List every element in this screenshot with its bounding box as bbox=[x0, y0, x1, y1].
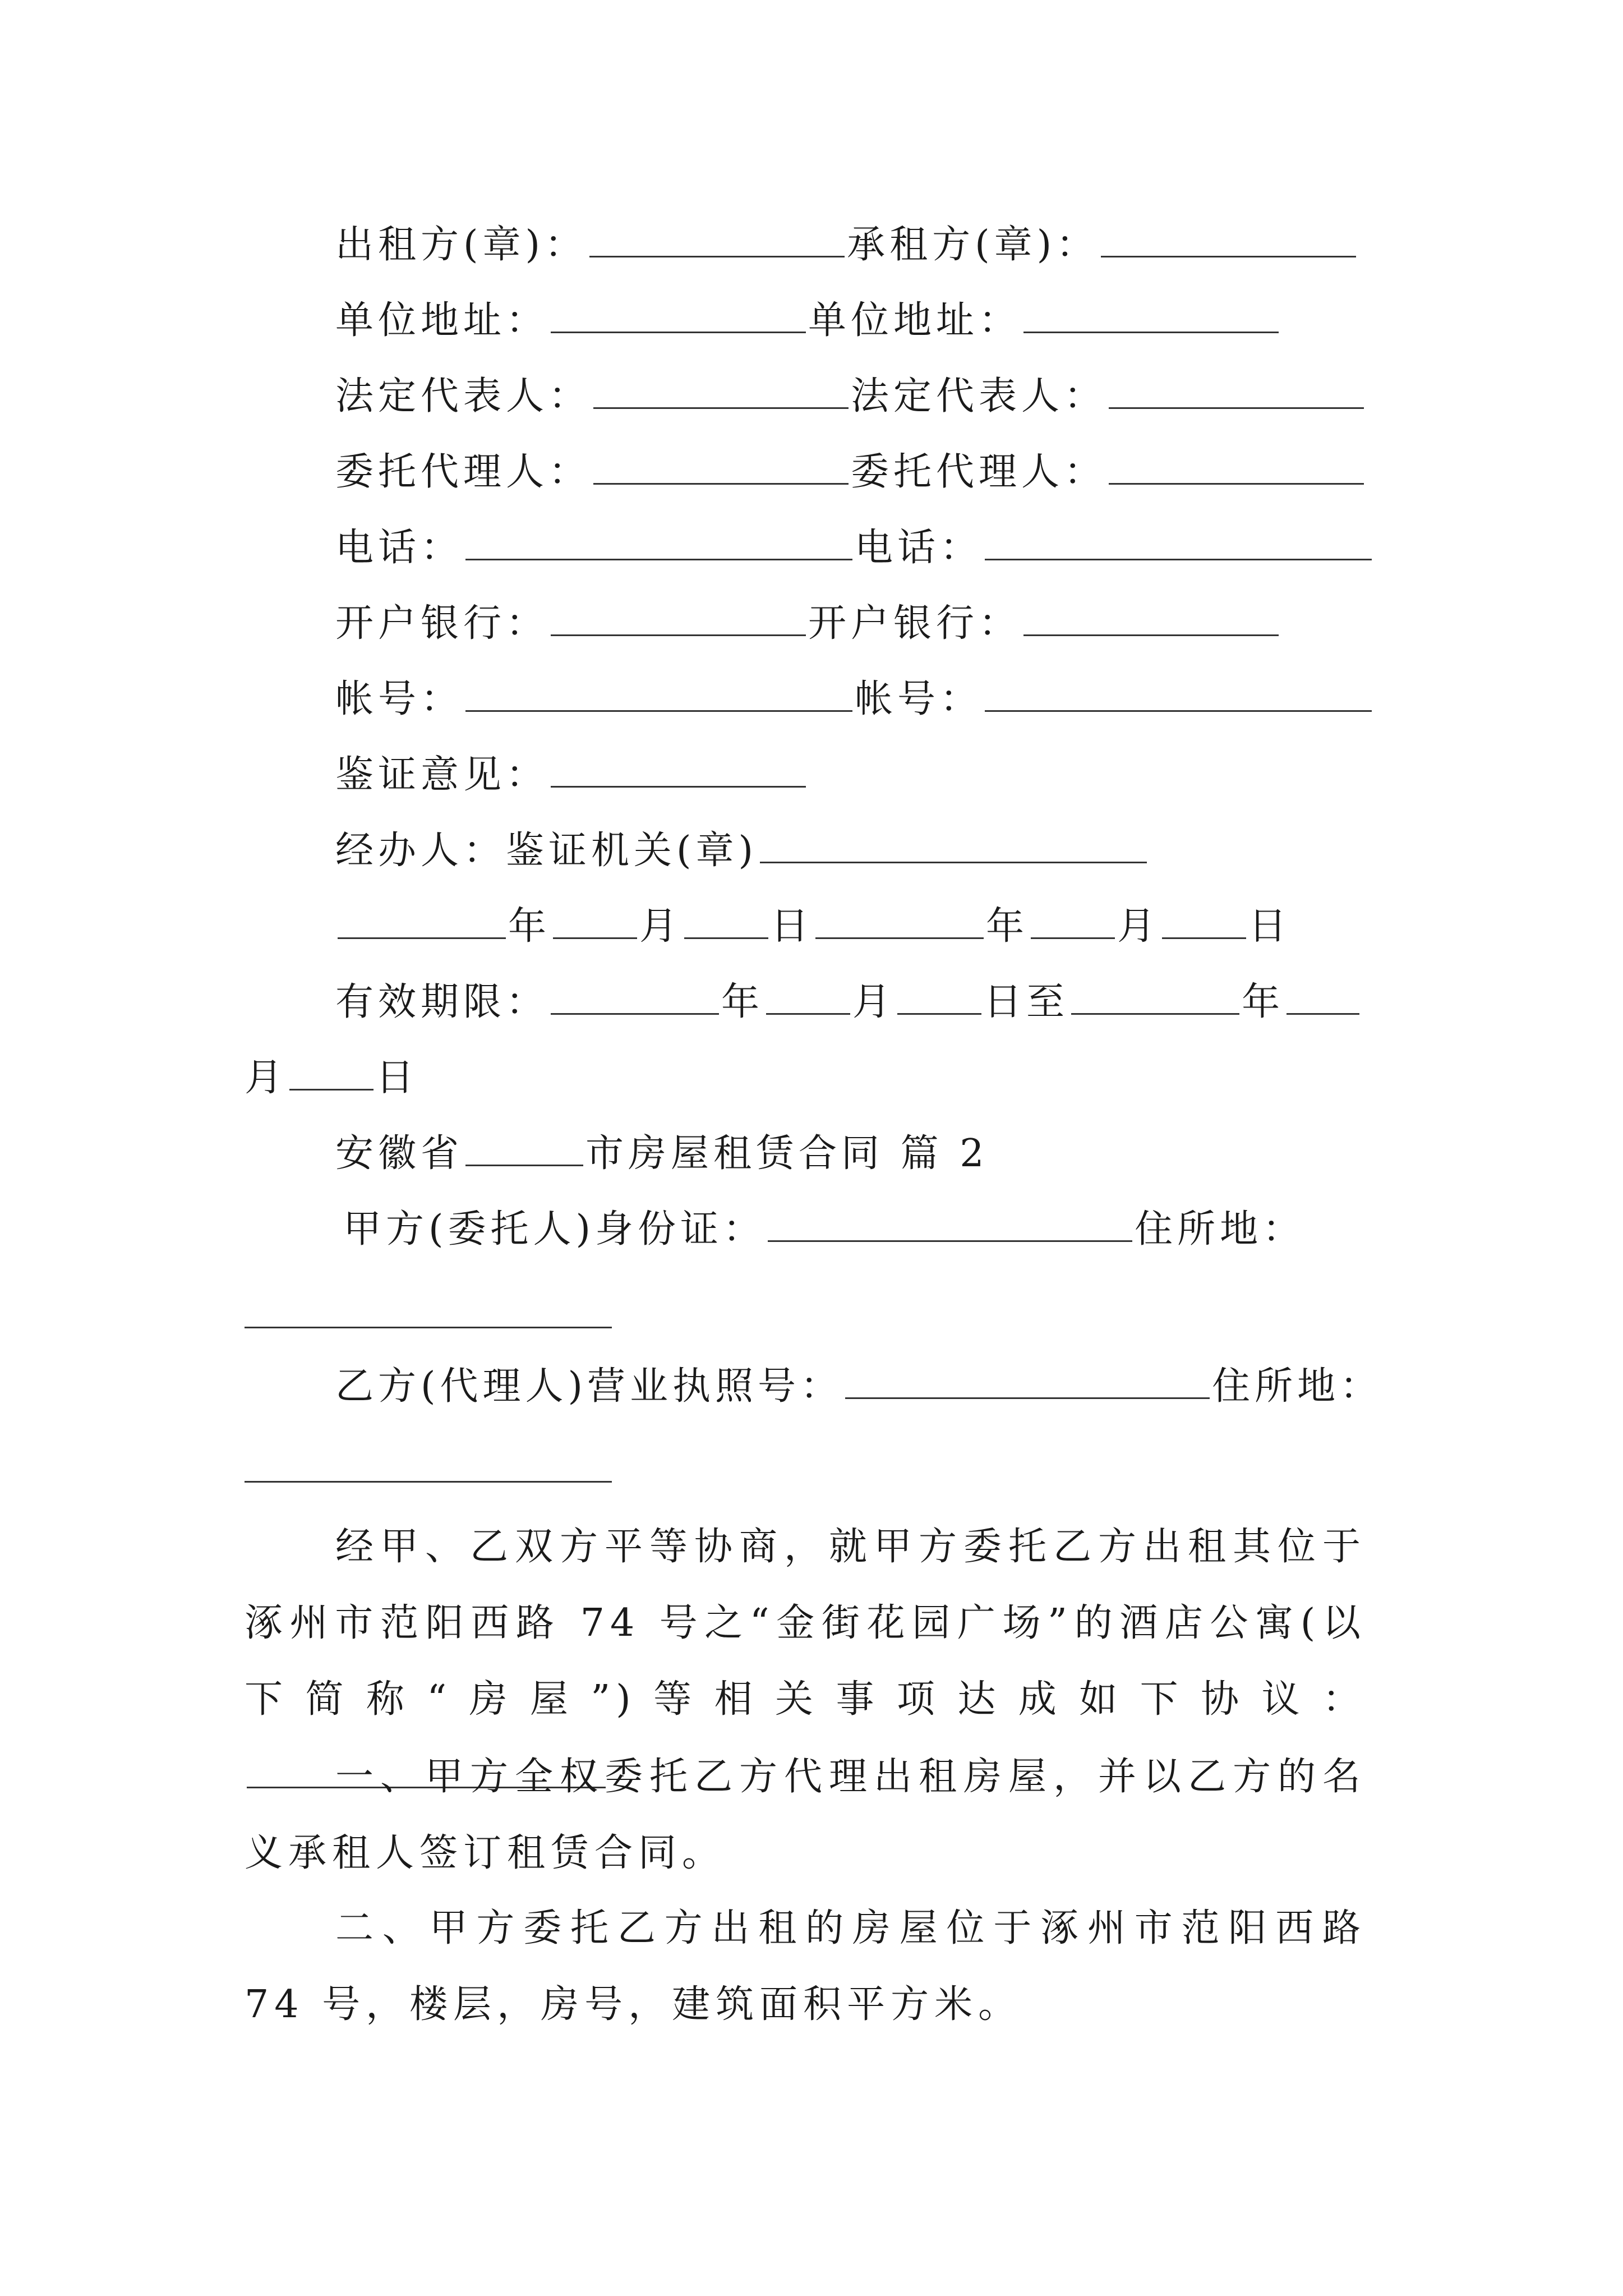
form-row-opinion bbox=[335, 752, 808, 799]
validity-to-label: 日至 bbox=[984, 980, 1069, 1024]
form-row-phone bbox=[335, 524, 1374, 572]
lessee-phone-label: 电话： bbox=[855, 526, 983, 570]
clause-2-text: 二、甲方委托乙方出租的房屋位于涿州市范阳西路 74 号，楼层，房号，建筑面积平方米。 bbox=[245, 1906, 1366, 2027]
month-unit: 月 bbox=[1117, 904, 1160, 949]
handler-label: 经办人： bbox=[335, 829, 506, 873]
lessee-address-blank[interactable] bbox=[1023, 298, 1279, 333]
lessor-legal-rep-label: 法定代表人： bbox=[335, 374, 592, 418]
agency-year-blank[interactable] bbox=[815, 904, 984, 939]
validity-end-year-blank[interactable] bbox=[1071, 979, 1239, 1015]
month-unit: 月 bbox=[639, 904, 683, 949]
lessee-account-blank[interactable] bbox=[985, 677, 1372, 712]
lessor-bank-label: 开户银行： bbox=[335, 601, 549, 646]
lessor-address-blank[interactable] bbox=[551, 298, 806, 333]
opinion-label: 鉴证意见： bbox=[335, 753, 549, 797]
lessor-seal-label: 出租方(章)： bbox=[335, 223, 588, 267]
lessor-bank-blank[interactable] bbox=[551, 601, 806, 636]
lessee-account-label: 帐号： bbox=[855, 677, 983, 721]
party-b-address-blank[interactable] bbox=[245, 1481, 612, 1483]
clause-1 bbox=[245, 1739, 1366, 1892]
party-a-row bbox=[343, 1206, 1305, 1253]
year-unit: 年 bbox=[1242, 980, 1285, 1024]
party-a-id-label: 甲方(委托人)身份证： bbox=[343, 1207, 766, 1251]
lessor-legal-rep-blank[interactable] bbox=[593, 374, 849, 409]
lessee-address-label: 单位地址： bbox=[808, 298, 1022, 343]
form-row-handler bbox=[335, 827, 1149, 875]
lessor-account-label: 帐号： bbox=[335, 677, 464, 721]
lessor-phone-blank[interactable] bbox=[465, 525, 852, 560]
year-unit: 年 bbox=[721, 980, 764, 1024]
opinion-blank[interactable] bbox=[551, 752, 806, 788]
agency-seal-label: 鉴证机关(章) bbox=[506, 829, 758, 873]
party-b-row bbox=[335, 1363, 1382, 1410]
agency-day-blank[interactable] bbox=[1162, 904, 1246, 939]
year-unit: 年 bbox=[986, 904, 1029, 949]
intro-text: 经甲、乙双方平等协商，就甲方委托乙方出租其位于涿州市范阳西路 74 号之“金街花园广场”的酒店公寓(以下简称“房屋”)等相关事项达成如下协议： bbox=[245, 1525, 1366, 1722]
lessor-phone-label: 电话： bbox=[335, 526, 464, 570]
lessee-bank-blank[interactable] bbox=[1023, 601, 1279, 636]
form-row-lessor bbox=[335, 222, 1358, 269]
party-b-license-label: 乙方(代理人)营业执照号： bbox=[335, 1364, 843, 1409]
handler-year-blank[interactable] bbox=[338, 904, 506, 939]
party-a-address-blank[interactable] bbox=[245, 1327, 612, 1328]
contract2-title bbox=[335, 1130, 989, 1177]
lessee-bank-label: 开户银行： bbox=[808, 601, 1022, 646]
title-name: 市房屋租赁合同 bbox=[585, 1131, 884, 1176]
title-tag: 篇 2 bbox=[900, 1131, 989, 1176]
form-row-account bbox=[335, 676, 1374, 723]
lessee-legal-rep-label: 法定代表人： bbox=[851, 374, 1107, 418]
validity-label: 有效期限： bbox=[335, 980, 549, 1024]
lessee-seal-label: 承租方(章)： bbox=[847, 223, 1099, 267]
day-unit: 日 bbox=[376, 1056, 419, 1100]
form-row-validity-cont bbox=[245, 1055, 418, 1102]
lessee-seal-blank[interactable] bbox=[1101, 222, 1356, 257]
form-row-bank bbox=[335, 600, 1281, 647]
lessee-agent-label: 委托代理人： bbox=[851, 450, 1107, 494]
lessee-phone-blank[interactable] bbox=[985, 525, 1372, 560]
title-city-blank[interactable] bbox=[465, 1131, 583, 1166]
day-unit: 日 bbox=[1248, 904, 1292, 949]
form-row-legal-rep bbox=[335, 373, 1366, 420]
month-unit: 月 bbox=[245, 1056, 288, 1100]
agency-month-blank[interactable] bbox=[1031, 904, 1115, 939]
clause-1-text: 一、甲方全权委托乙方代理出租房屋，并以乙方的名义承租人签订租赁合同。 bbox=[245, 1755, 1366, 1875]
month-unit: 月 bbox=[852, 980, 896, 1024]
lessee-agent-blank[interactable] bbox=[1109, 449, 1364, 485]
validity-end-day-blank[interactable] bbox=[289, 1055, 374, 1091]
lessee-legal-rep-blank[interactable] bbox=[1109, 374, 1364, 409]
lessor-seal-blank[interactable] bbox=[589, 222, 845, 257]
party-a-id-blank[interactable] bbox=[768, 1207, 1132, 1242]
party-b-address-label: 住所地： bbox=[1212, 1364, 1383, 1409]
validity-start-year-blank[interactable] bbox=[551, 979, 719, 1015]
handler-month-blank[interactable] bbox=[553, 904, 637, 939]
form-row-agent bbox=[335, 449, 1366, 496]
lessor-account-blank[interactable] bbox=[465, 677, 852, 712]
validity-start-month-blank[interactable] bbox=[766, 979, 850, 1015]
party-a-address-label: 住所地： bbox=[1135, 1207, 1306, 1251]
clause-2 bbox=[245, 1890, 1366, 2043]
form-row-address bbox=[335, 297, 1281, 344]
lessor-agent-label: 委托代理人： bbox=[335, 450, 592, 494]
lessor-agent-blank[interactable] bbox=[593, 449, 849, 485]
validity-end-month-blank[interactable] bbox=[1287, 979, 1359, 1015]
validity-start-day-blank[interactable] bbox=[897, 979, 981, 1015]
title-province: 安徽省 bbox=[335, 1131, 464, 1176]
party-b-license-blank[interactable] bbox=[845, 1364, 1210, 1399]
handler-day-blank[interactable] bbox=[684, 904, 768, 939]
agency-seal-blank[interactable] bbox=[760, 828, 1147, 863]
lessor-address-label: 单位地址： bbox=[335, 298, 549, 343]
year-unit: 年 bbox=[508, 904, 551, 949]
form-row-dates bbox=[335, 903, 1291, 950]
form-row-validity bbox=[335, 979, 1362, 1026]
day-unit: 日 bbox=[771, 904, 814, 949]
